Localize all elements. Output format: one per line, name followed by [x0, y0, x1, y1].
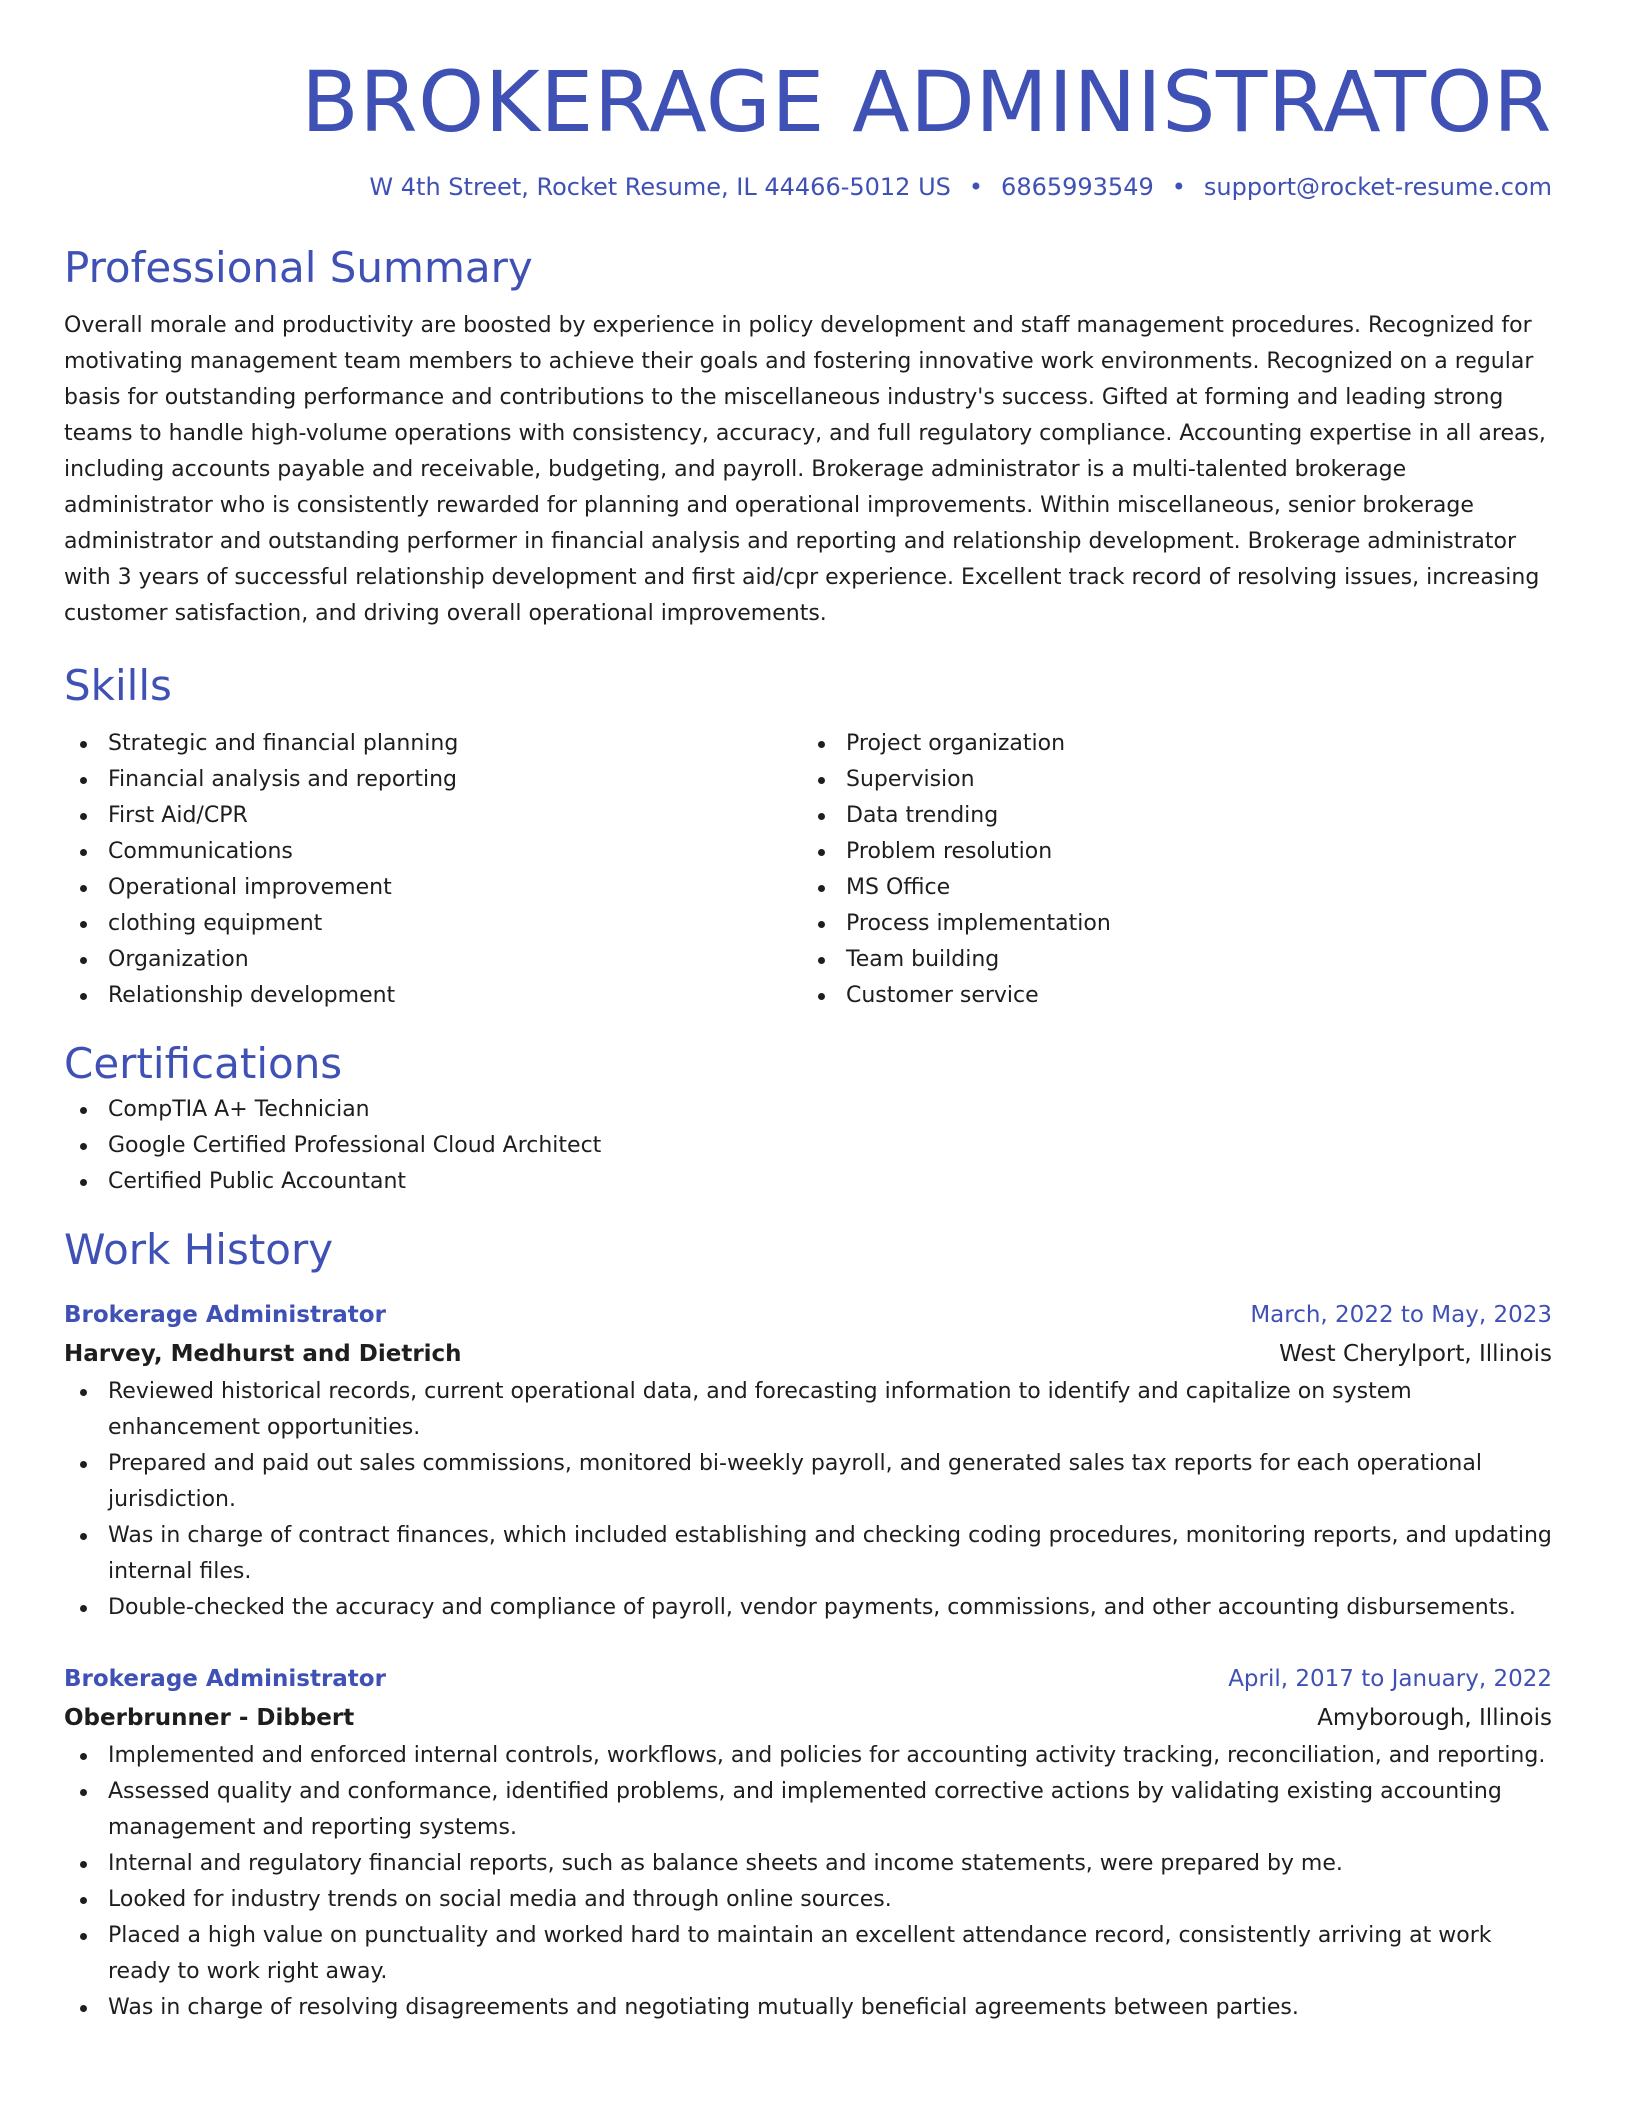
- section-title-work-history: Work History: [64, 1225, 334, 1274]
- skill-item: Problem resolution: [802, 834, 1540, 870]
- skill-item: Customer service: [802, 978, 1540, 1014]
- job-bullet: Was in charge of contract finances, which included establishing and checking coding procedures, monitoring reports, and updating internal files.: [64, 1518, 1552, 1590]
- certifications-section: [64, 1036, 1552, 1200]
- skill-item: Data trending: [802, 798, 1540, 834]
- job-bullet: Reviewed historical records, current operational data, and forecasting information to identify and capitalize on system enhancement opportunities.: [64, 1374, 1552, 1446]
- skill-item: Organization: [64, 942, 802, 978]
- job-bullet: Assessed quality and conformance, identified problems, and implemented corrective actions by validating existing accounting management and reporting systems.: [64, 1774, 1552, 1846]
- skill-item: First Aid/CPR: [64, 798, 802, 834]
- job-title-row: [64, 1296, 1552, 1334]
- skills-column-right: [802, 726, 1540, 1014]
- skill-item: clothing equipment: [64, 906, 802, 942]
- job-entry: [64, 1660, 1552, 2026]
- candidate-name: BROKERAGE ADMINISTRATOR: [301, 53, 1552, 151]
- job-title-row: [64, 1660, 1552, 1698]
- job-dates: March, 2022 to May, 2023: [1250, 1302, 1552, 1328]
- contact-line: [64, 170, 1552, 204]
- job-bullet: Internal and regulatory financial reports, such as balance sheets and income statements, were prepared by me.: [64, 1846, 1552, 1882]
- skill-item: Process implementation: [802, 906, 1540, 942]
- job-bullet: Looked for industry trends on social media and through online sources.: [64, 1882, 1552, 1918]
- certifications-list: [64, 1092, 1552, 1200]
- skill-item: Financial analysis and reporting: [64, 762, 802, 798]
- job-entry: [64, 1296, 1552, 1626]
- job-bullet: Placed a high value on punctuality and worked hard to maintain an excellent attendance record, consistently arriving at work ready to work right away.: [64, 1918, 1552, 1990]
- skill-item: Project organization: [802, 726, 1540, 762]
- work-history-section: [64, 1222, 1552, 2026]
- job-bullet: Double-checked the accuracy and compliance of payroll, vendor payments, commissions, and other accounting disbursements.: [64, 1590, 1552, 1626]
- job-company: Harvey, Medhurst and Dietrich: [64, 1341, 462, 1367]
- contact-phone: 6865993549: [1001, 173, 1154, 201]
- skill-item: Team building: [802, 942, 1540, 978]
- certification-item: Certified Public Accountant: [64, 1164, 1552, 1200]
- skill-item: Operational improvement: [64, 870, 802, 906]
- job-bullet: Was in charge of resolving disagreements and negotiating mutually beneficial agreements between parties.: [64, 1990, 1552, 2026]
- skills-column-left: [64, 726, 802, 1014]
- contact-separator: •: [1171, 173, 1186, 201]
- skill-item: MS Office: [802, 870, 1540, 906]
- job-location: Amyborough, Illinois: [1317, 1705, 1552, 1731]
- job-location: West Cherylport, Illinois: [1279, 1341, 1552, 1367]
- summary-text: Overall morale and productivity are boosted by experience in policy development and staff management procedures. Recognized for motivating management team members to achieve their goals and fostering innovative work environments. Recognized on a regular basis for outstanding performance and contributions to the miscellaneous industry's success. Gifted at forming and leading strong teams to handle high-volume operations with consistency, accuracy, and full regulatory compliance. Accounting expertise in all areas, including accounts payable and receivable, budgeting, and payroll. Brokerage administrator is a multi-talented brokerage administrator who is consistently rewarded for planning and operational improvements. Within miscellaneous, senior brokerage administrator and outstanding performer in financial analysis and reporting and relationship development. Brokerage administrator with 3 years of successful relationship development and first aid/cpr experience. Excellent track record of resolving issues, increasing customer satisfaction, and driving overall operational improvements.: [64, 313, 1546, 626]
- job-bullets: [64, 1374, 1552, 1626]
- skill-item: Communications: [64, 834, 802, 870]
- job-bullet: Prepared and paid out sales commissions, monitored bi-weekly payroll, and generated sales tax reports for each operational jurisdiction.: [64, 1446, 1552, 1518]
- certification-item: CompTIA A+ Technician: [64, 1092, 1552, 1128]
- section-title-summary: Professional Summary: [64, 243, 533, 292]
- job-bullets: [64, 1738, 1552, 2026]
- skill-item: Supervision: [802, 762, 1540, 798]
- job-company: Oberbrunner - Dibbert: [64, 1705, 355, 1731]
- job-bullet: Implemented and enforced internal controls, workflows, and policies for accounting activity tracking, reconciliation, and reporting.: [64, 1738, 1552, 1774]
- job-company-row: [64, 1698, 1552, 1738]
- certification-item: Google Certified Professional Cloud Architect: [64, 1128, 1552, 1164]
- job-title: Brokerage Administrator: [64, 1666, 386, 1692]
- job-company-row: [64, 1334, 1552, 1374]
- job-dates: April, 2017 to January, 2022: [1228, 1666, 1552, 1692]
- contact-address: W 4th Street, Rocket Resume, IL 44466-5012 US: [369, 173, 951, 201]
- contact-separator: •: [968, 173, 984, 201]
- resume-header: [64, 52, 1552, 204]
- section-title-certifications: Certifications: [64, 1039, 343, 1088]
- skill-item: Strategic and financial planning: [64, 726, 802, 762]
- contact-email[interactable]: support@rocket-resume.com: [1203, 173, 1552, 201]
- section-title-skills: Skills: [64, 661, 172, 710]
- skills-section: [64, 658, 1552, 1014]
- summary-section: [64, 240, 1552, 632]
- skill-item: Relationship development: [64, 978, 802, 1014]
- job-title: Brokerage Administrator: [64, 1302, 386, 1328]
- skills-grid: [64, 726, 1552, 1014]
